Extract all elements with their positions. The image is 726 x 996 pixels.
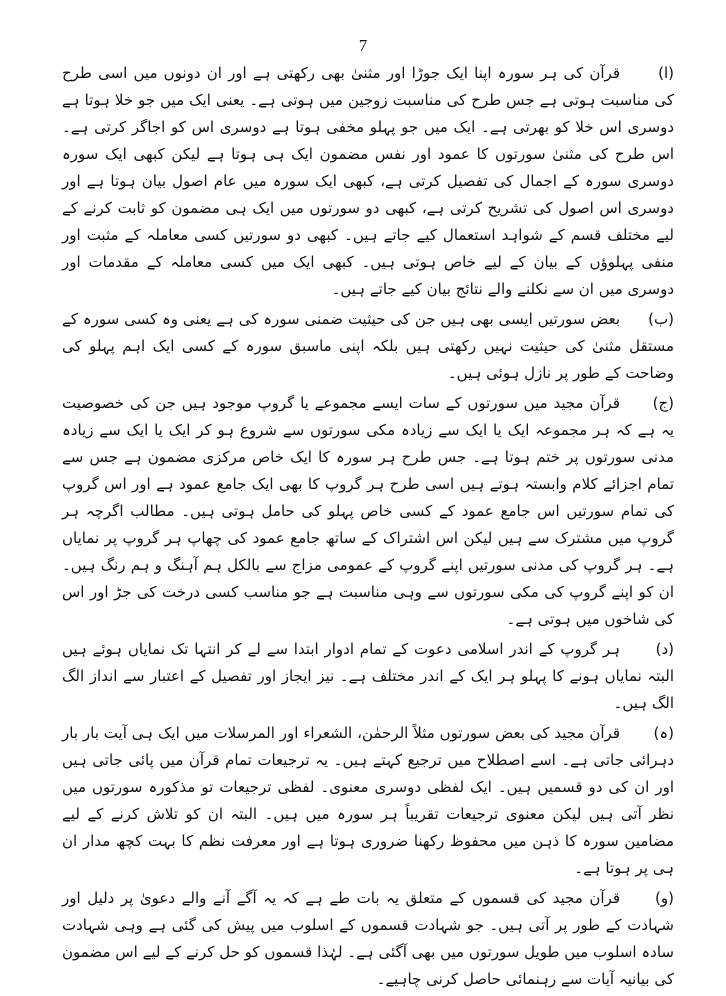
paragraph-text: قرآن مجید کی قسموں کے متعلق یہ بات طے ہے کہ یہ آگے آنے والے دعویٰ پر دلیل اور شہادت کے طور پر آتی ہیں۔ جو شہادت قسموں کے اسلوب میں پیش کی گئی ہے وہی شہادت سادہ اسلوب میں طویل سورتوں میں بھی آگئی ہے۔ لہٰذا قسموں کو حل کرنے کے لیے اس مضمون کی بیانیہ آیات سے رہنمائی حاصل کرنی چاہیے۔ <box>62 889 674 988</box>
paragraph-text: بعض سورتیں ایسی بھی ہیں جن کی حیثیت ضمنی سورہ کی ہے یعنی وہ کسی سورہ کے مستقل مثنیٰ کی حیثیت نہیں رکھتی ہیں بلکہ اپنی ماسبق سورہ کے کسی ایک اہم پہلو کی وضاحت کے طور پر نازل ہوئی ہیں۔ <box>62 310 674 382</box>
paragraph-label: (و) <box>655 889 674 907</box>
paragraph-text: قرآن کی ہر سورہ اپنا ایک جوڑا اور مثنیٰ بھی رکھتی ہے اور ان دونوں میں اسی طرح کی مناسبت ہوتی ہے جس طرح کی مناسبت زوجین میں ہوتی ہے۔ یعنی ایک میں جو خلا ہوتا ہے دوسری اس خلا کو بھرتی ہے۔ ایک میں جو پہلو مخفی ہوتا ہے دوسری اس کو اجاگر کرتی ہے۔ اس طرح کی مثنیٰ سورتوں کا عمود اور نفس مضمون ایک ہی ہوتا ہے لیکن کبھی ایک سورہ دوسری سورہ کے اجمال کی تفصیل کرتی ہے، کبھی ایک سورہ میں عام اصول بیان ہوتا ہے اور دوسری اس اصول کی تشریح کرتی ہے، کبھی دو سورتوں میں ایک ہی مضمون کو ثابت کرنے کے لیے مختلف قسم کے شواہد استعمال کیے جاتے ہیں۔ کبھی دو سورتیں کسی معاملہ کے مثبت اور منفی پہلوؤں کے بیان کے لیے خاص ہوتی ہیں۔ کبھی ایک میں کسی معاملہ کے مقدمات اور دوسری میں ان سے نکلنے والے نتائج بیان کیے جاتے ہیں۔ <box>62 64 674 298</box>
paragraph-dal <box>62 636 674 717</box>
paragraph-be <box>62 306 674 387</box>
paragraph-label: (ہ) <box>653 724 674 742</box>
paragraph-he <box>62 720 674 882</box>
paragraph-text: ہر گروپ کے اندر اسلامی دعوت کے تمام ادوار ابتدا سے لے کر انتہا تک نمایاں ہوئے ہیں البتہ نمایاں ہونے کا پہلو ہر ایک کے اندر مختلف ہے۔ نیز ایجاز اور تفصیل کے اعتبار سے انداز الگ الگ ہیں۔ <box>62 640 674 712</box>
paragraph-label: (ا) <box>658 64 674 82</box>
paragraph-label: (ج) <box>652 394 674 412</box>
paragraph-wao <box>62 885 674 993</box>
paragraph-alif <box>62 60 674 303</box>
paragraph-text: قرآن مجید میں سورتوں کے سات ایسے مجموعے یا گروپ موجود ہیں جن کی خصوصیت یہ ہے کہ ہر مجموعہ ایک یا ایک سے زیادہ مکی سورتوں سے شروع ہو کر ایک یا ایک سے زیادہ مدنی سورتوں پر ختم ہوتا ہے۔ جس طرح ہر سورہ کا ایک خاص مرکزی مضمون ہے جس سے تمام اجزائے کلام وابستہ ہوتے ہیں اسی طرح ہر گروپ کا بھی ایک جامع عمود ہے اور اس گروپ کی تمام سورتیں اس جامع عمود کے کسی خاص پہلو کی حامل ہوتی ہیں۔ مطالب اگرچہ ہر گروپ میں مشترک سے ہیں لیکن اس اشتراک کے ساتھ جامع عمود کی چھاپ ہر گروپ پر نمایاں ہے۔ ہر گروپ کی مدنی سورتیں اپنے گروپ کے عمومی مزاج سے بالکل ہم آہنگ و ہم رنگ ہیں۔ ان کو اپنے گروپ کی مکی سورتوں سے وہی مناسبت ہے جو مناسب کسی درخت کی جڑ اور اس کی شاخوں میں ہوتی ہے۔ <box>62 394 674 628</box>
paragraph-label: (ب) <box>648 310 674 328</box>
page-number: 7 <box>358 36 368 55</box>
paragraph-label: (د) <box>655 640 674 658</box>
paragraph-jeem <box>62 390 674 633</box>
page-body <box>62 60 674 996</box>
paragraph-text: قرآن مجید کی بعض سورتوں مثلاً الرحمٰن، الشعراء اور المرسلات میں ایک ہی آیت بار بار دہرائی جاتی ہے۔ اسے اصطلاح میں ترجیع کہتے ہیں۔ یہ ترجیعات تمام قرآن میں پائی جاتی ہیں اور ان کی دو قسمیں ہیں۔ ایک لفظی دوسری معنوی۔ لفظی ترجیعات تو مذکورہ سورتوں میں نظر آتی ہیں لیکن معنوی ترجیعات تقریباً ہر سورہ میں ہیں۔ البتہ ان کو تلاش کرنے کے لیے مضامین سورہ کا ذہن میں محفوظ رکھنا ضروری ہوتا ہے اور معرفت نظم کا بہت کچھ مدار ان ہی پر ہوتا ہے۔ <box>62 724 674 877</box>
